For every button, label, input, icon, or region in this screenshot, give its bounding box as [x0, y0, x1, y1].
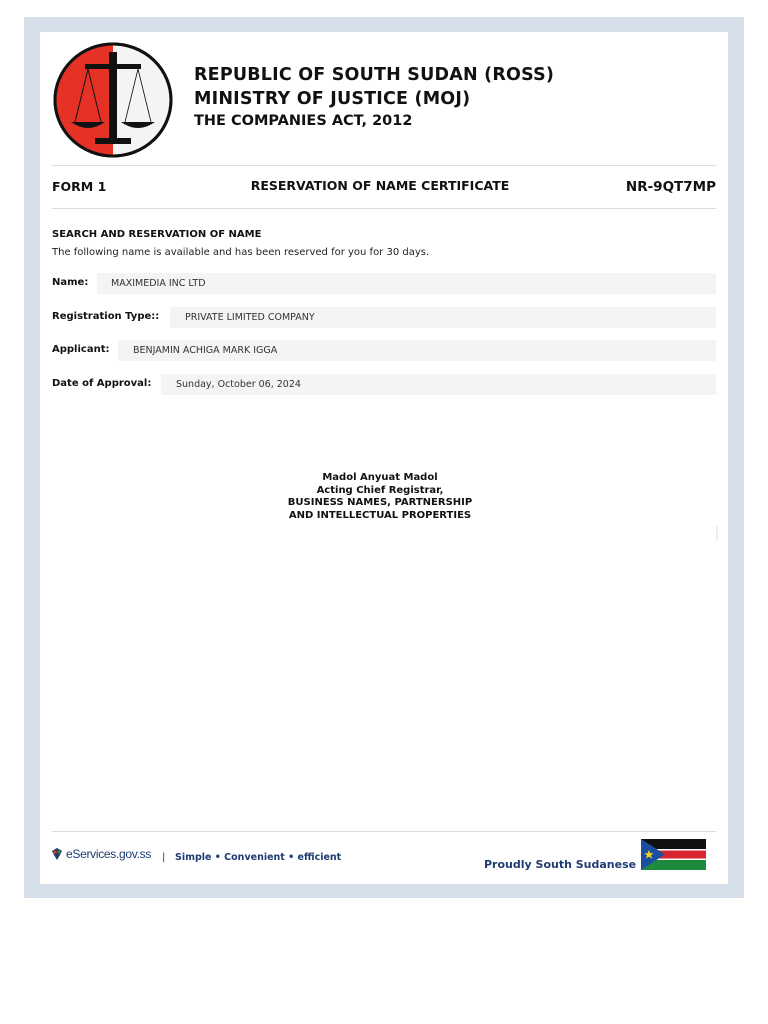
- field-value-registration-type: PRIVATE LIMITED COMPANY: [170, 307, 716, 328]
- section-heading: SEARCH AND RESERVATION OF NAME: [52, 229, 262, 240]
- section-text: The following name is available and has been reserved for you for 30 days.: [52, 247, 430, 258]
- registrar-name: Madol Anyuat Madol: [322, 472, 438, 483]
- footer-separator: |: [162, 852, 166, 863]
- certificate-sheet: [40, 32, 728, 884]
- eservices-logo-icon: [51, 847, 63, 861]
- scales-of-justice-icon: [51, 42, 175, 158]
- footer-proudly: Proudly South Sudanese: [484, 858, 637, 871]
- eservices-logo-text: eServices.gov.ss: [66, 847, 152, 861]
- south-sudan-flag-icon: [641, 839, 706, 870]
- eservices-logo[interactable]: [51, 846, 151, 862]
- form-number: FORM 1: [52, 179, 107, 194]
- header-ministry: MINISTRY OF JUSTICE (MOJ): [194, 89, 471, 109]
- registrar-title: Acting Chief Registrar,: [316, 484, 444, 496]
- registrar-department-cont: AND INTELLECTUAL PROPERTIES: [288, 509, 472, 521]
- field-value-name: MAXIMEDIA INC LTD: [97, 273, 716, 294]
- header-act: THE COMPANIES ACT, 2012: [194, 113, 413, 129]
- form-title-text: RESERVATION OF NAME CERTIFICATE: [250, 178, 510, 193]
- scroll-marker: [716, 526, 718, 540]
- divider: [52, 165, 716, 166]
- signature-block: [40, 472, 720, 522]
- field-value-applicant: BENJAMIN ACHIGA MARK IGGA: [118, 340, 716, 361]
- field-label-date-of-approval: Date of Approval:: [52, 378, 152, 389]
- footer-tagline: Simple • Convenient • efficient: [175, 852, 342, 863]
- field-label-name: Name:: [52, 277, 89, 288]
- form-title: [40, 178, 728, 193]
- registrar-department: BUSINESS NAMES, PARTNERSHIP: [287, 497, 473, 508]
- field-label-applicant: Applicant:: [52, 344, 110, 355]
- divider: [52, 208, 716, 209]
- footer-divider: [52, 831, 716, 832]
- reference-number: NR-9QT7MP: [625, 179, 716, 195]
- field-label-registration-type: Registration Type::: [52, 311, 160, 322]
- field-value-date-of-approval: Sunday, October 06, 2024: [161, 374, 716, 395]
- header-country: REPUBLIC OF SOUTH SUDAN (ROSS): [194, 65, 555, 85]
